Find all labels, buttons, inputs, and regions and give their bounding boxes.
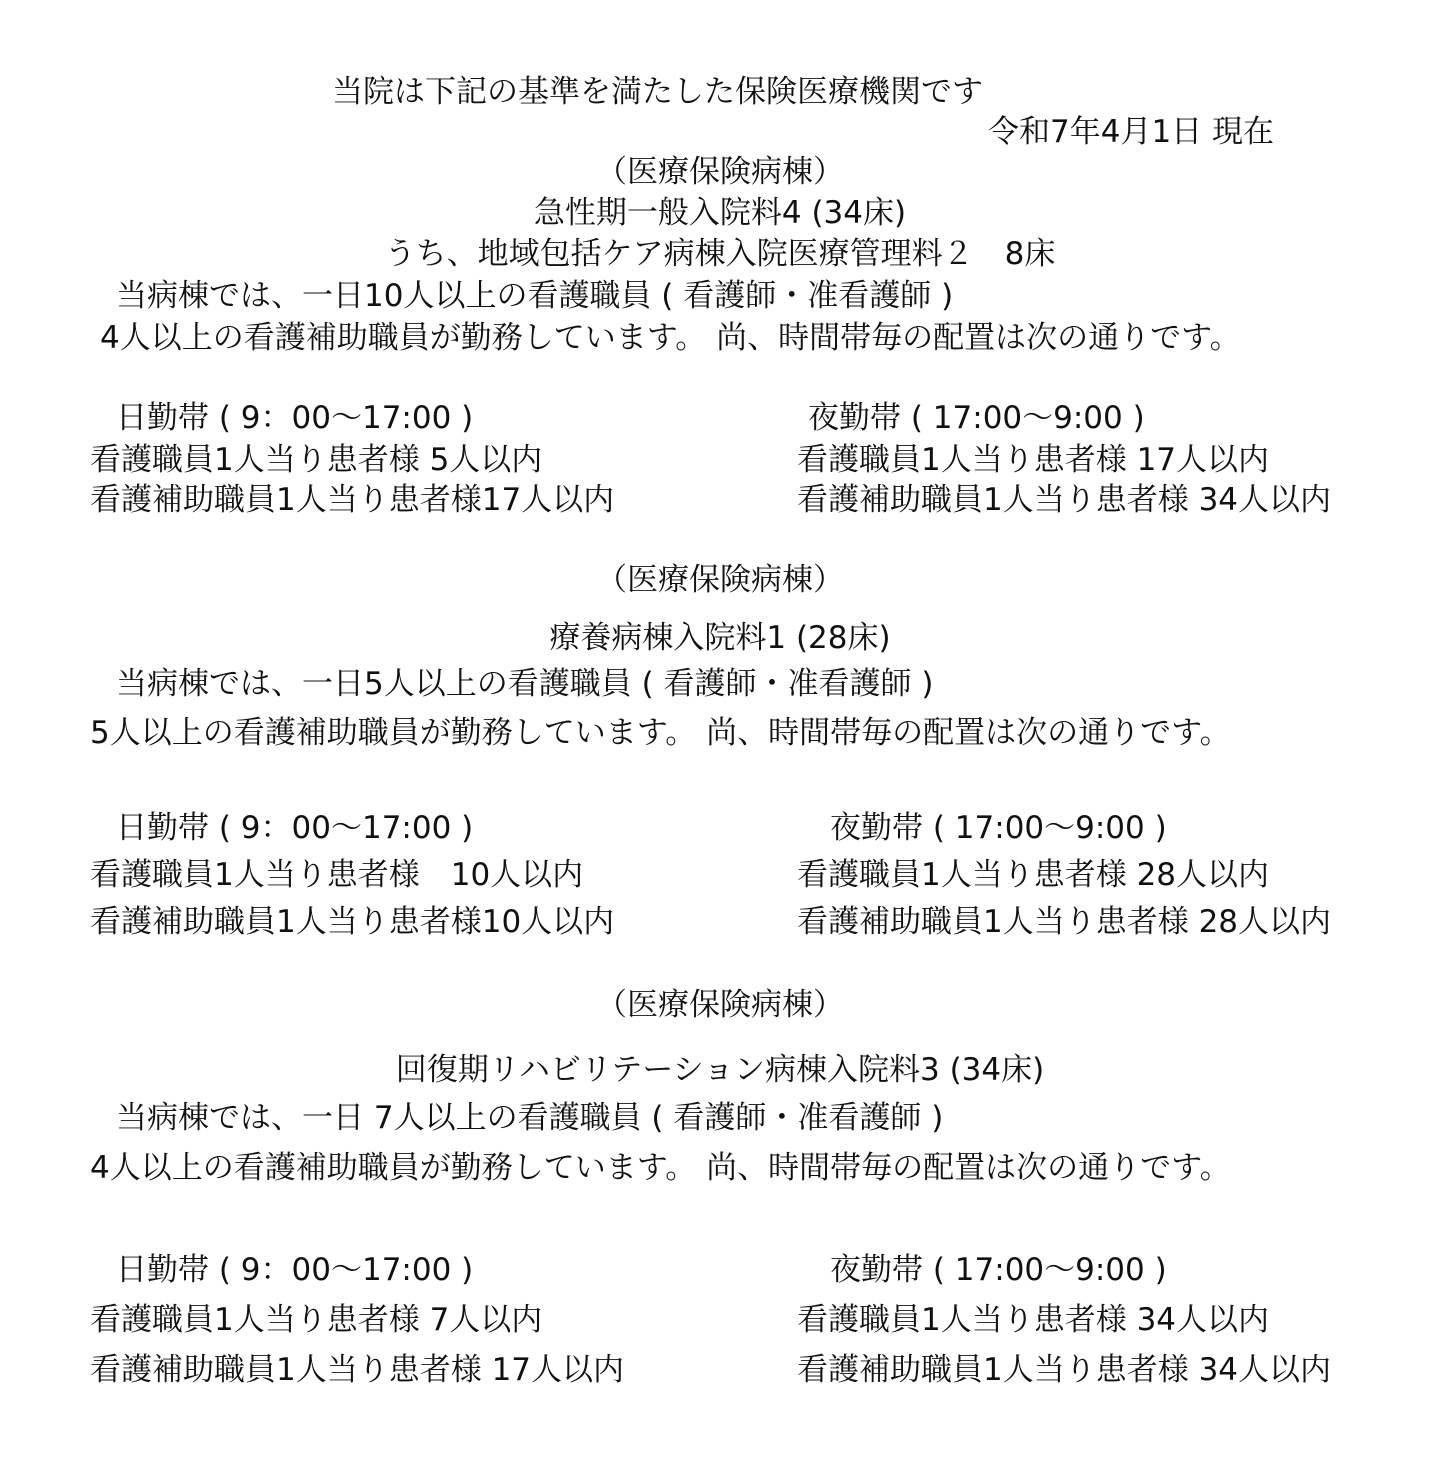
ward-2-day-aide: 看護補助職員1人当り患者様10人以内 [90, 904, 615, 940]
ward-3-night-aide: 看護補助職員1人当り患者様 34人以内 [797, 1352, 1332, 1388]
ward-3-staff-line2: 4人以上の看護補助職員が勤務しています。 尚、時間帯毎の配置は次の通りです。 [90, 1150, 1231, 1186]
ward-1-staff-line1: 当病棟では、一日10人以上の看護職員 ( 看護師・准看護師 ) [116, 278, 954, 314]
ward-2-night-nurse: 看護職員1人当り患者様 28人以内 [797, 857, 1270, 893]
ward-2-name: 療養病棟入院料1 (28床) [549, 620, 891, 656]
ward-3-day-label: 日勤帯 ( 9：00～17:00 ) [116, 1252, 474, 1288]
ward-1-name: 急性期一般入院料4 (34床) [533, 195, 907, 231]
ward-1-night-label: 夜勤帯 ( 17:00～9:00 ) [808, 400, 1145, 436]
ward-1-sub: うち、地域包括ケア病棟入院医療管理料２ 8床 [384, 236, 1056, 272]
ward-3-name: 回復期リハビリテーション病棟入院料3 (34床) [395, 1052, 1045, 1088]
ward-2-staff-line2: 5人以上の看護補助職員が勤務しています。 尚、時間帯毎の配置は次の通りです。 [90, 715, 1231, 751]
ward-3-category: （医療保険病棟） [596, 987, 844, 1023]
page-title: 当院は下記の基準を満たした保険医療機関です [332, 74, 983, 110]
ward-2-staff-line1: 当病棟では、一日5人以上の看護職員 ( 看護師・准看護師 ) [116, 666, 934, 702]
ward-1-category: （医療保険病棟） [596, 154, 844, 190]
date-label: 令和7年4月1日 現在 [988, 114, 1275, 150]
ward-2-day-label: 日勤帯 ( 9：00～17:00 ) [116, 810, 474, 846]
ward-1-staff-line2: 4人以上の看護補助職員が勤務しています。 尚、時間帯毎の配置は次の通りです。 [100, 320, 1241, 356]
ward-2-night-label: 夜勤帯 ( 17:00～9:00 ) [830, 810, 1167, 846]
ward-3-night-label: 夜勤帯 ( 17:00～9:00 ) [830, 1252, 1167, 1288]
ward-2-category: （医療保険病棟） [596, 562, 844, 598]
ward-1-night-aide: 看護補助職員1人当り患者様 34人以内 [797, 482, 1332, 518]
ward-1-night-nurse: 看護職員1人当り患者様 17人以内 [797, 442, 1270, 478]
ward-2-day-nurse: 看護職員1人当り患者様 10人以内 [90, 857, 584, 893]
ward-3-staff-line1: 当病棟では、一日 7人以上の看護職員 ( 看護師・准看護師 ) [116, 1100, 944, 1136]
ward-1-day-aide: 看護補助職員1人当り患者様17人以内 [90, 482, 615, 518]
ward-1-day-nurse: 看護職員1人当り患者様 5人以内 [90, 442, 543, 478]
ward-3-night-nurse: 看護職員1人当り患者様 34人以内 [797, 1302, 1270, 1338]
ward-3-day-nurse: 看護職員1人当り患者様 7人以内 [90, 1302, 543, 1338]
ward-2-night-aide: 看護補助職員1人当り患者様 28人以内 [797, 904, 1332, 940]
ward-1-day-label: 日勤帯 ( 9：00～17:00 ) [116, 400, 474, 436]
ward-3-day-aide: 看護補助職員1人当り患者様 17人以内 [90, 1352, 625, 1388]
